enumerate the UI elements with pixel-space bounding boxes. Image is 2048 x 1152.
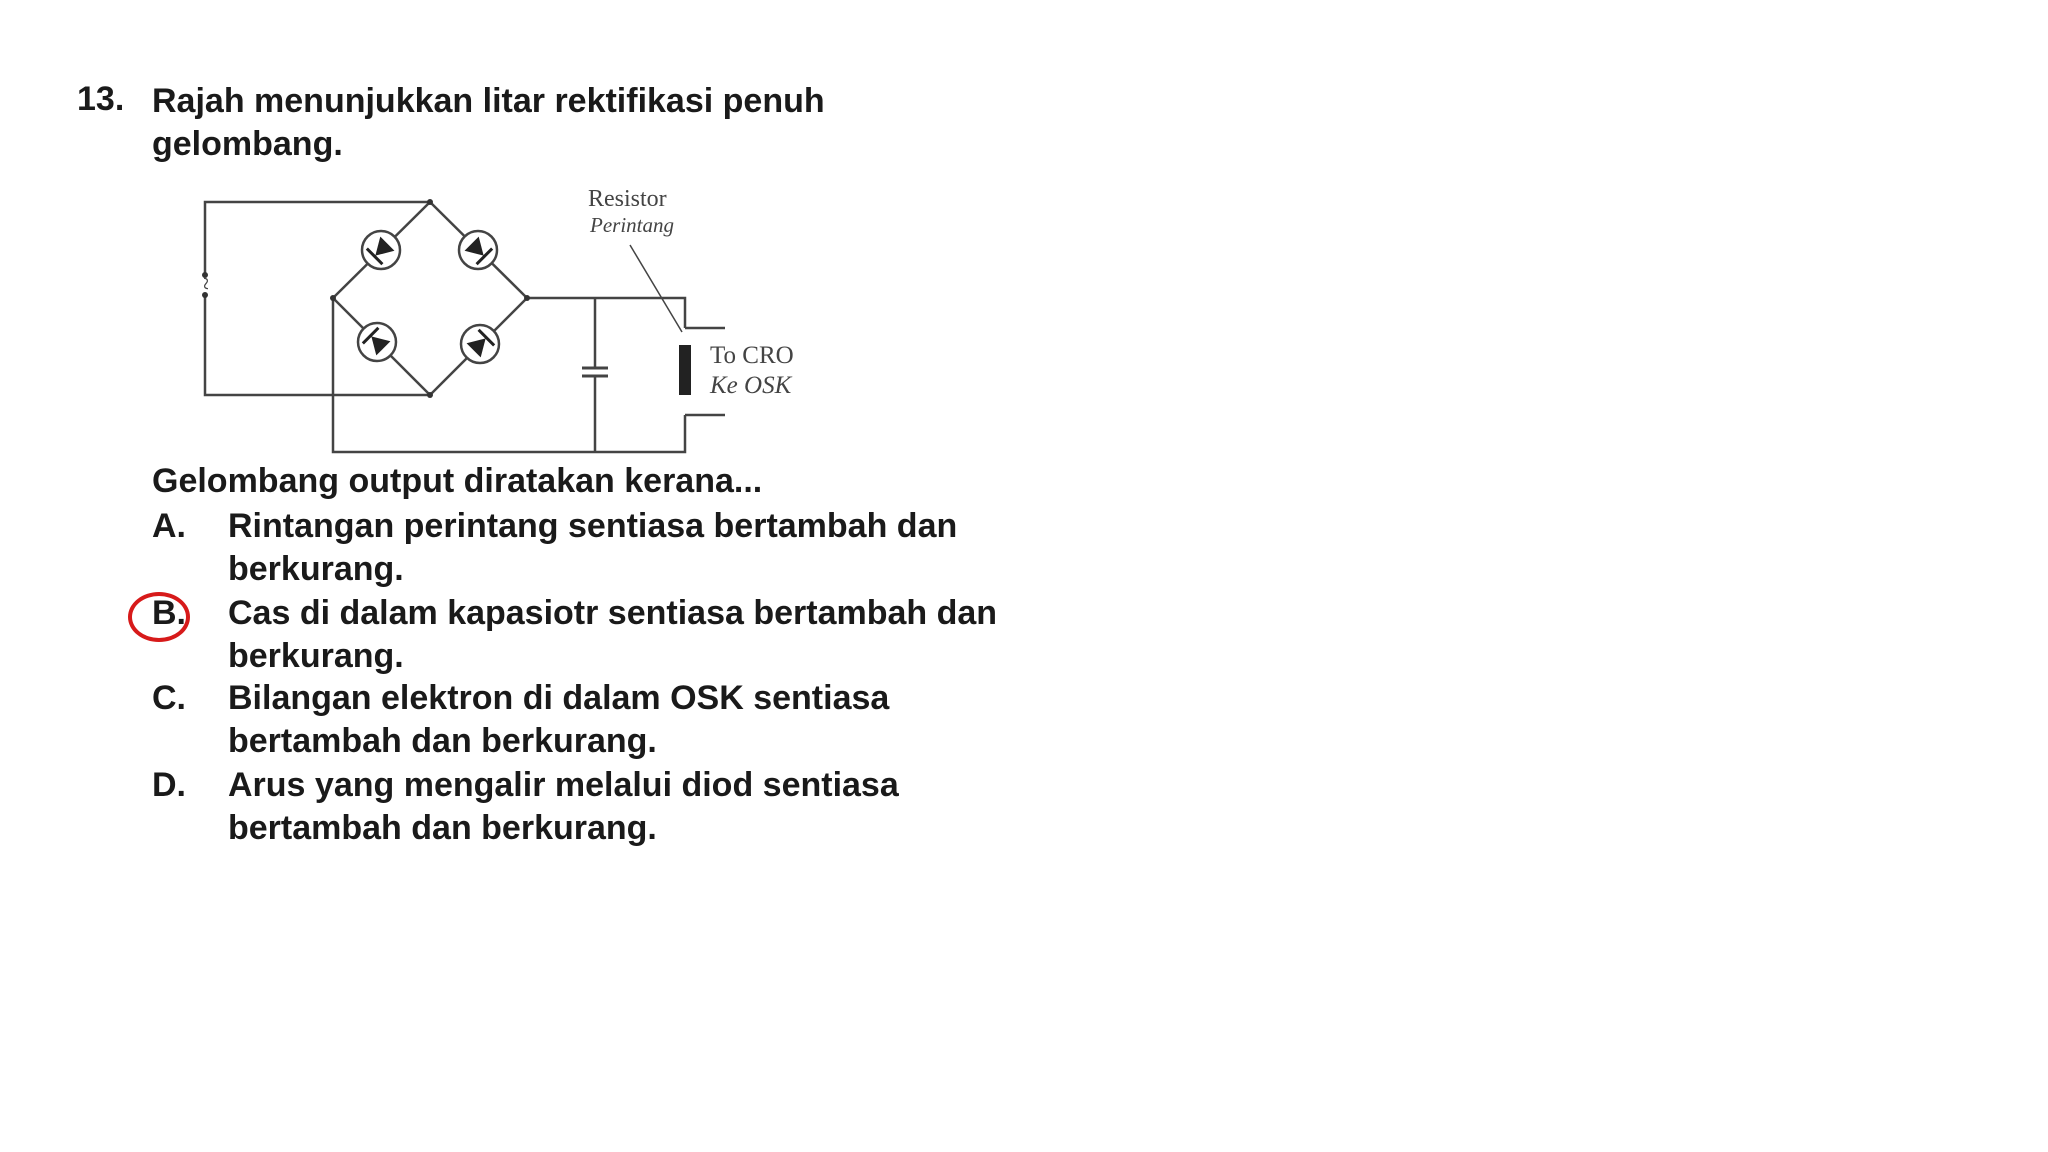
marked-answer-circle: [128, 592, 190, 642]
question-prompt: Gelombang output diratakan kerana...: [152, 462, 763, 500]
output-bottom-wire: [333, 298, 685, 452]
option-a-text: Rintangan perintang sentiasa bertambah dan berkurang.: [228, 507, 958, 588]
option-a-letter: A.: [152, 507, 186, 545]
option-c-text: Bilangan elektron di dalam OSK sentiasa bertambah dan berkurang.: [228, 679, 890, 760]
ac-source-symbol: ~: [192, 277, 218, 290]
junction-dot-top: [427, 199, 433, 205]
question-number: 13.: [77, 80, 125, 118]
output-label: To CRO: [710, 342, 794, 369]
output-top-wire: [527, 298, 685, 328]
junction-dot-bottom: [427, 392, 433, 398]
option-d-letter: D.: [152, 766, 186, 804]
question-stem: Rajah menunjukkan litar rektifikasi penuh gelombang.: [152, 82, 825, 163]
junction-dot-left: [330, 295, 336, 301]
option-b-letter: B.: [152, 594, 186, 632]
resistor-label-italic: Perintang: [590, 213, 674, 237]
junction-dot-source-bottom: [202, 292, 208, 298]
output-label-italic: Ke OSK: [710, 372, 792, 399]
option-c-letter: C.: [152, 679, 186, 717]
resistor-pointer-line: [630, 245, 682, 332]
option-b-text: Cas di dalam kapasiotr sentiasa bertambah dan berkurang.: [228, 594, 998, 675]
rectifier-circuit-diagram: [190, 180, 830, 460]
resistor-body: [679, 345, 691, 395]
option-d-text: Arus yang mengalir melalui diod sentiasa bertambah dan berkurang.: [228, 766, 899, 847]
resistor-label: Resistor: [588, 186, 667, 212]
junction-dot-right: [524, 295, 530, 301]
